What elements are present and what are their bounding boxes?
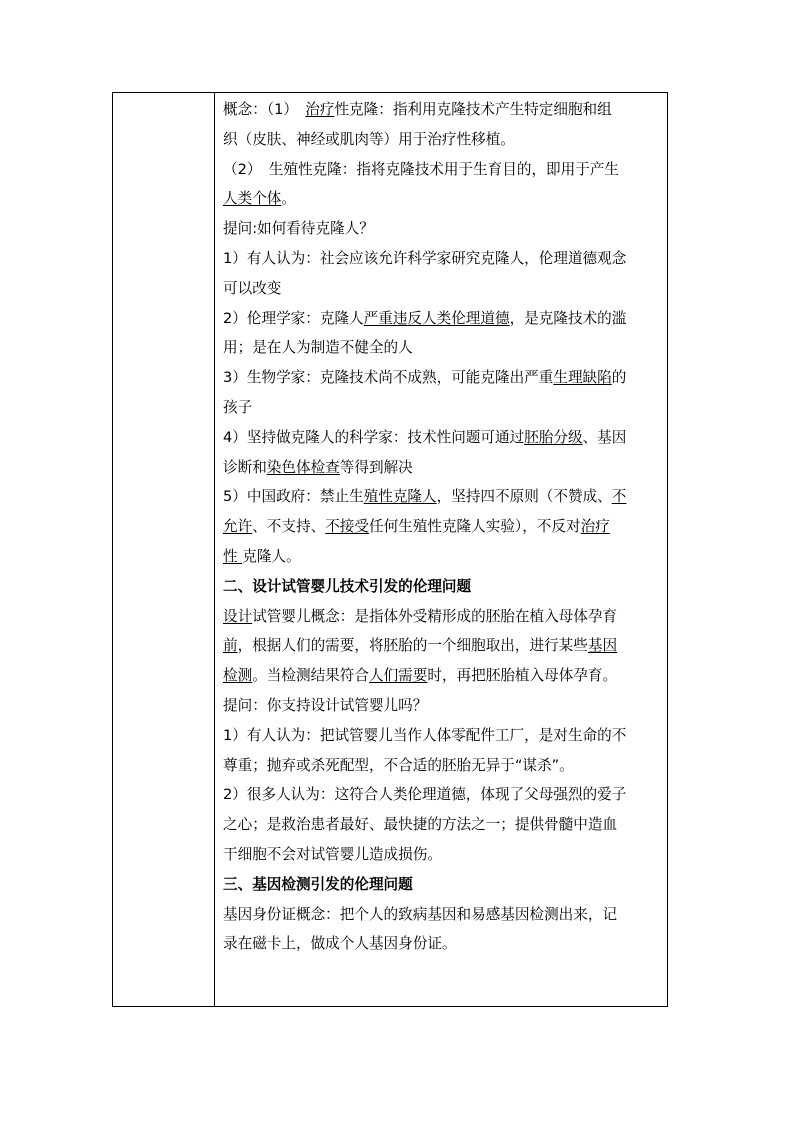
text-segment: 提问:如何看待克隆人？ [223,220,374,238]
text-segment: 任何生殖性克隆人实验），不反对 [368,518,581,536]
text-segment: 织（皮肤、神经或肌肉等）用于治疗性移植。 [223,130,515,148]
underlined-term: 人们需要 [368,667,428,685]
text-segment: 录在磁卡上，做成个人基因身份证。 [223,935,457,953]
text-line [223,363,665,393]
text-segment: 时，再把胚胎植入母体孕育。 [427,667,618,685]
text-line [223,304,665,334]
section-heading [223,572,665,602]
text-segment: 尊重；抛弃或杀死配型，不合适的胚胎无异于“谋杀”。 [223,756,574,774]
content-cell [223,95,665,959]
text-line [223,333,665,363]
text-line [223,244,665,274]
underlined-term: 人类个体 [223,190,282,208]
text-segment: 性克隆：指利用克隆技术产生特定细胞和组 [334,101,612,118]
text-segment: 3）生物学家：克隆技术尚不成熟，可能克隆出严重 [223,369,554,387]
underlined-term: 性 [223,547,243,565]
text-line [223,542,665,572]
text-line [223,214,665,244]
underlined-term: 治疗 [305,101,335,118]
underlined-term: 治疗 [580,518,610,536]
text-line [223,929,665,959]
text-segment: 1）有人认为：社会应该允许科学家研究克隆人，伦理道德观念 [223,249,627,267]
text-segment: 、不支持、 [252,518,326,536]
text-segment: 基因身份证概念：把个人的致病基因和易感基因检测出来，记 [223,905,618,923]
text-segment: ，坚持四不原则（不赞成、 [436,488,612,506]
underlined-term: 基因 [587,637,618,655]
text-segment: 可以改变 [223,279,282,297]
text-segment: 。当检测结果符合 [252,667,369,685]
left-column-cell [113,93,215,1006]
text-line [223,423,665,453]
text-segment: 4）坚持做克隆人的科学家：技术性问题可通过 [223,428,525,446]
text-segment: 克隆人。 [242,547,301,565]
text-segment: 等得到解决 [339,458,413,476]
text-line [223,661,665,691]
text-line [223,631,665,661]
text-line [223,721,665,751]
text-segment: 诊断和 [223,458,267,476]
text-segment: 的 [611,369,627,387]
text-segment: 1）有人认为：把试管婴儿当作人体零配件工厂，是对生命的不 [223,726,627,744]
text-segment: （2） 生殖性克隆：指将克隆技术用于生育目的，即用于产生 [223,160,620,178]
text-segment: ，是克隆技术的滥 [509,309,627,327]
underlined-term: 殖性克隆人 [363,488,437,506]
underlined-term: 不 [611,488,627,506]
underlined-term: 前 [223,637,238,655]
text-line [223,274,665,304]
text-line [223,95,665,125]
text-line [223,155,665,185]
text-segment: 干细胞不会对试管婴儿造成损伤。 [223,845,442,863]
text-segment: 概念：（1） [223,101,306,118]
text-segment: 三、基因检测引发的伦理问题 [223,875,413,893]
text-segment: 2）伦理学家：克隆人 [223,309,364,327]
lesson-table [112,92,668,1007]
text-line [223,840,665,870]
text-line [223,602,665,632]
underlined-term: 不接受 [325,518,369,536]
text-segment: 之心；是救治患者最好、最快捷的方法之一；提供骨髓中造血 [223,816,618,834]
text-segment: 5）中国政府：禁止生 [223,488,364,506]
underlined-term: 允许 [223,518,253,536]
text-line [223,751,665,781]
text-line [223,691,665,721]
text-line [223,810,665,840]
underlined-term: 胚胎分级 [524,428,583,446]
text-segment: 。 [281,190,296,208]
text-line [223,125,665,155]
text-line [223,482,665,512]
text-segment: 、基因 [582,428,627,446]
underlined-term: 设计 [223,607,253,625]
text-segment: 孩子 [223,398,253,416]
underlined-term: 生理缺陷 [553,369,612,387]
text-segment: ，根据人们的需要，将胚胎的一个细胞取出，进行某些 [237,637,588,655]
underlined-term: 严重违反人类伦理道德 [363,309,510,327]
text-segment: 试管婴儿概念：是指体外受精形成的胚胎在植入母体孕育 [252,607,618,625]
underlined-term: 检测 [223,667,253,685]
text-line [223,900,665,930]
text-line [223,780,665,810]
text-segment: 2）很多人认为：这符合人类伦理道德，体现了父母强烈的爱子 [223,786,627,804]
text-segment: 二、设计试管婴儿技术引发的伦理问题 [223,577,472,595]
section-heading [223,870,665,900]
text-segment: 用；是在人为制造不健全的人 [223,339,413,357]
text-segment: 提问：你支持设计试管婴儿吗？ [223,696,428,714]
text-line [223,512,665,542]
text-line [223,453,665,483]
text-line [223,184,665,214]
underlined-term: 染色体检查 [266,458,340,476]
text-line [223,393,665,423]
